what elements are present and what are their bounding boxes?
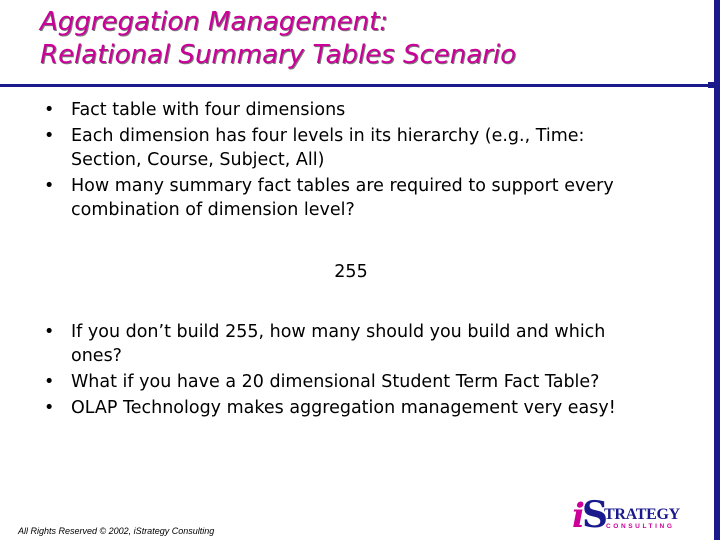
bullet-text: Each dimension has four levels in its hierarchy (e.g., Time: Section, Course, Subject, All) xyxy=(71,126,585,170)
rule-notch xyxy=(708,82,720,88)
title-line-1: Aggregation Management: xyxy=(40,7,389,37)
bullet-icon: • xyxy=(44,176,55,196)
answer-number: 255 xyxy=(334,262,368,282)
title-divider xyxy=(0,84,708,87)
logo-wordmark: TRATEGY xyxy=(604,506,680,523)
title-line-2: Relational Summary Tables Scenario xyxy=(40,40,516,70)
istrategy-logo xyxy=(570,494,694,536)
list-item xyxy=(44,396,644,420)
bullet-list-bottom xyxy=(44,320,644,422)
list-item xyxy=(44,98,644,122)
bullet-text: Fact table with four dimensions xyxy=(71,100,346,120)
list-item xyxy=(44,124,644,172)
right-accent-bar xyxy=(714,0,720,540)
bullet-list-top xyxy=(44,98,644,224)
bullet-icon: • xyxy=(44,126,55,146)
list-item xyxy=(44,320,644,368)
logo-s-letter: S xyxy=(582,494,608,536)
bullet-text: If you don’t build 255, how many should you build and which ones? xyxy=(71,322,606,366)
logo-subtitle: CONSULTING xyxy=(606,523,675,530)
logo-i-letter: i xyxy=(572,496,585,536)
copyright-footer: All Rights Reserved © 2002, iStrategy Consulting xyxy=(18,526,215,536)
bullet-icon: • xyxy=(44,100,55,120)
bullet-text: What if you have a 20 dimensional Student Term Fact Table? xyxy=(71,372,600,392)
bullet-text: OLAP Technology makes aggregation management very easy! xyxy=(71,398,616,418)
bullet-icon: • xyxy=(44,372,55,392)
slide-title xyxy=(40,6,516,72)
list-item xyxy=(44,174,644,222)
bullet-text: How many summary fact tables are required to support every combination of dimension level? xyxy=(71,176,614,220)
bullet-icon: • xyxy=(44,322,55,342)
list-item xyxy=(44,370,644,394)
bullet-icon: • xyxy=(44,398,55,418)
